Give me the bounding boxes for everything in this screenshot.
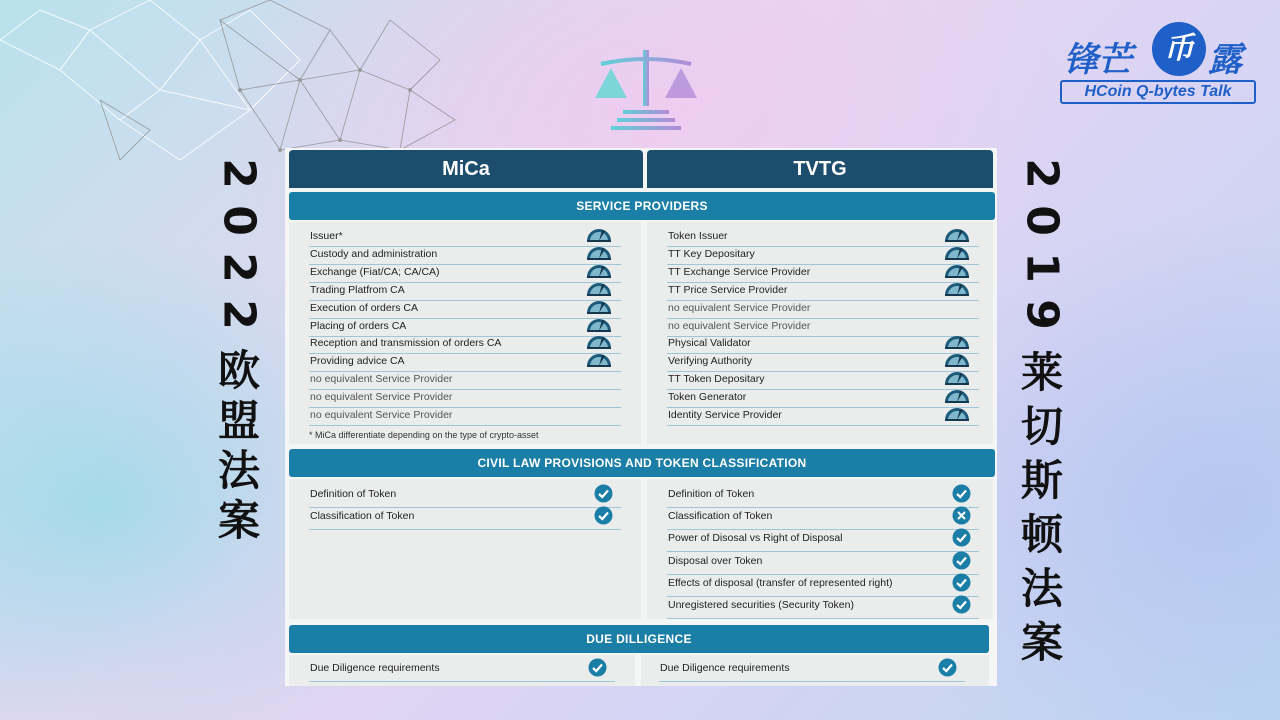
row-label: Trading Platfrom CA — [310, 283, 405, 296]
row-label: Reception and transmission of orders CA — [310, 337, 502, 350]
mica-provider-row — [309, 246, 621, 265]
gauge-icon — [943, 406, 971, 428]
row-label: Placing of orders CA — [310, 319, 407, 332]
tvtg-civil-row — [667, 596, 979, 619]
mica-provider-row — [309, 335, 621, 354]
mica-provider-row — [309, 318, 621, 337]
row-label: Definition of Token — [310, 488, 397, 500]
left-year-label: 2 0 2 2 — [213, 158, 265, 330]
row-label: TT Key Depositary — [668, 247, 755, 260]
tvtg-provider-row — [667, 407, 979, 426]
tvtg-provider-row — [667, 353, 979, 372]
logo-text-right: 露 — [1208, 40, 1242, 80]
check-icon — [588, 658, 607, 683]
mica-provider-row — [309, 389, 621, 408]
row-label: Custody and administration — [310, 247, 438, 260]
right-year-label: 2 0 1 9 — [1016, 158, 1068, 330]
row-label: Due Diligence requirements — [310, 662, 440, 674]
mica-provider-row — [309, 300, 621, 319]
tvtg-provider-row — [667, 282, 979, 301]
tvtg-provider-row — [667, 389, 979, 408]
row-label: Due Diligence requirements — [660, 662, 790, 674]
row-label: TT Token Depositary — [668, 373, 765, 386]
tvtg-provider-row — [667, 246, 979, 265]
mica-civil-row — [309, 485, 621, 508]
row-label: Classification of Token — [310, 510, 415, 523]
row-label: Unregistered securities (Security Token) — [668, 599, 854, 611]
tvtg-provider-row — [667, 318, 979, 337]
row-label: Token Issuer — [668, 230, 728, 242]
row-label: TT Exchange Service Provider — [668, 265, 811, 278]
tvtg-header: TVTG — [647, 150, 993, 188]
due-diligence-bar: DUE DILLIGENCE — [289, 625, 989, 653]
tvtg-provider-row — [667, 264, 979, 283]
mica-provider-row — [309, 264, 621, 283]
mica-provider-row — [309, 353, 621, 372]
row-label: Token Generator — [668, 391, 747, 404]
row-label: Providing advice CA — [310, 355, 405, 368]
right-title-label: 莱 切 斯 顿 法 案 — [1020, 348, 1063, 667]
mica-footnote: * MiCa differentiate depending on the type of crypto-asset — [309, 430, 539, 440]
row-label: Execution of orders CA — [310, 301, 418, 314]
mica-provider-row — [309, 371, 621, 390]
tvtg-civil-row — [667, 507, 979, 530]
check-icon — [952, 595, 971, 620]
logo-subtitle: HCoin Q-bytes Talk — [1060, 80, 1256, 104]
check-icon — [938, 658, 957, 683]
mica-provider-row — [309, 228, 621, 247]
row-label: Disposal over Token — [668, 554, 763, 567]
mica-dd-row — [309, 659, 615, 682]
tvtg-provider-row — [667, 228, 979, 247]
service-providers-bar: SERVICE PROVIDERS — [289, 192, 995, 220]
row-label: Definition of Token — [668, 488, 755, 500]
row-label: Issuer* — [310, 230, 343, 242]
left-title-label: 欧 盟 法 案 — [217, 346, 260, 545]
tvtg-dd-row — [659, 659, 965, 682]
civil-law-bar: CIVIL LAW PROVISIONS AND TOKEN CLASSIFICATION — [289, 449, 995, 477]
row-label: Classification of Token — [668, 510, 773, 523]
mica-provider-row — [309, 282, 621, 301]
tvtg-civil-row — [667, 485, 979, 508]
row-label: no equivalent Service Provider — [310, 391, 453, 404]
row-label: Power of Disosal vs Right of Disposal — [668, 532, 843, 545]
row-label: Verifying Authority — [668, 355, 753, 368]
mica-header: MiCa — [289, 150, 643, 188]
tvtg-provider-row — [667, 335, 979, 354]
logo-text-left: 锋芒 — [1064, 40, 1132, 80]
tvtg-provider-row — [667, 300, 979, 319]
row-label: no equivalent Service Provider — [310, 409, 453, 421]
brand-logo — [1060, 14, 1260, 106]
mica-civil-row — [309, 507, 621, 530]
row-label: Physical Validator — [668, 337, 751, 350]
tvtg-civil-row — [667, 552, 979, 575]
row-label: Exchange (Fiat/CA; CA/CA) — [310, 265, 440, 278]
tvtg-civil-row — [667, 529, 979, 552]
row-label: Identity Service Provider — [668, 409, 782, 421]
comparison-table — [285, 148, 997, 686]
row-label: no equivalent Service Provider — [668, 301, 811, 314]
tvtg-provider-row — [667, 371, 979, 390]
row-label: TT Price Service Provider — [668, 283, 788, 296]
row-label: no equivalent Service Provider — [668, 319, 811, 332]
row-label: Effects of disposal (transfer of represented right) — [668, 576, 893, 589]
check-icon — [594, 506, 613, 531]
scale-of-justice-icon — [593, 46, 699, 138]
tvtg-civil-row — [667, 574, 979, 597]
logo-coin-icon: 币 — [1152, 22, 1206, 76]
row-label: no equivalent Service Provider — [310, 373, 453, 386]
mica-provider-row — [309, 407, 621, 426]
